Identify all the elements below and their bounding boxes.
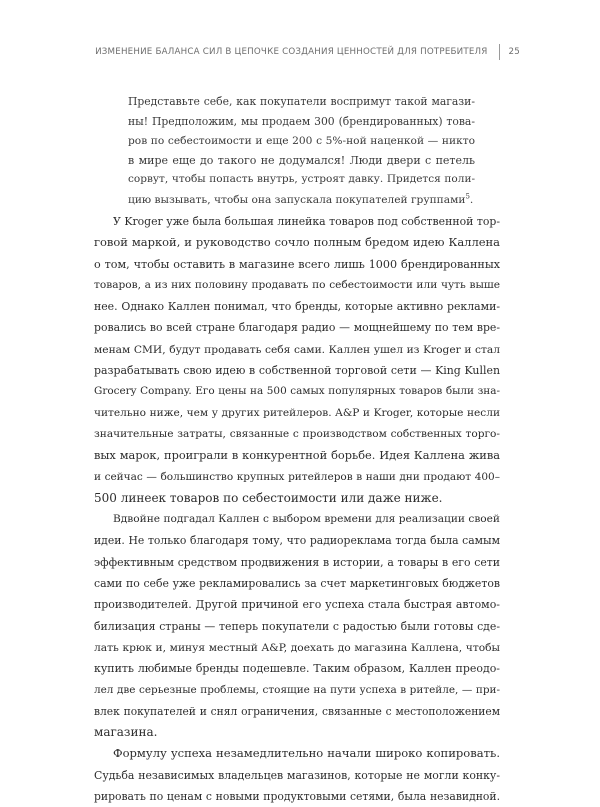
text-line: эффективным средством продвижения в истории, а товары в его сети: [94, 555, 500, 569]
text-line: вых марок, проиграли в конкурентной борьбе. Идея Каллена жива: [94, 448, 500, 463]
text-line: значительные затраты, связанные с производством собственных торго-: [94, 427, 500, 440]
paragraph-3: [94, 743, 500, 807]
quote-paragraph: [128, 92, 475, 210]
text-line: купить любимые бренды подешевле. Таким образом, Каллен преодо-: [94, 662, 500, 676]
header-divider: [499, 44, 500, 60]
page-number: 25: [508, 47, 520, 57]
text-line: менам СМИ, будут продавать себя сами. Каллен ушел из Kroger и стал: [94, 342, 500, 356]
text-line: магазина.: [94, 725, 158, 740]
text-line: производителей. Другой причиной его успеха стала быстрая автомо-: [94, 598, 500, 612]
text-line: Формулу успеха незамедлительно начали широко копировать.: [113, 746, 500, 761]
text-line: лать крюк и, минуя местный A&P, доехать до магазина Каллена, чтобы: [94, 640, 500, 654]
text-line: разрабатывать свою идею в собственной торговой сети — King Kullen: [94, 364, 500, 378]
text-line: нее. Однако Каллен понимал, что бренды, которые активно реклами-: [94, 300, 500, 314]
text-line: 500 линеек товаров по себестоимости или даже ниже.: [94, 490, 443, 505]
text-line: ровались во всей стране благодаря радио — мощнейшему по тем вре-: [94, 321, 500, 335]
quote-last-line: [128, 190, 475, 210]
text-line: и сейчас — большинство крупных ритейлеров в наши дни продают 400–: [94, 470, 500, 483]
paragraph-1: [94, 211, 500, 509]
quote-line: в мире еще до такого не додумался! Люди двери с петель: [128, 153, 475, 167]
body-text: [94, 211, 500, 807]
block-quote: [128, 92, 475, 210]
paragraph-2: [94, 509, 500, 743]
running-header: [95, 44, 520, 60]
text-line: Судьба независимых владельцев магазинов, которые не могли конку-: [94, 768, 500, 782]
text-line: сами по себе уже рекламировались за счет маркетинговых бюджетов: [94, 577, 500, 591]
quote-line: Представьте себе, как покупатели воспримут такой магази-: [128, 95, 475, 108]
quote-end-punct: .: [469, 192, 474, 206]
quote-line: ны! Предположим, мы продаем 300 (брендированных) това-: [128, 114, 475, 128]
text-line: лел две серьезные проблемы, стоящие на пути успеха в ритейле, — при-: [94, 683, 500, 696]
text-line: идеи. Не только благодаря тому, что радиореклама тогда была самым: [94, 534, 500, 548]
quote-line: сорвут, чтобы попасть внутрь, устроят давку. Придется поли-: [128, 173, 475, 186]
quote-line: цию вызывать, чтобы она запускала покупателей группами: [128, 192, 466, 206]
text-line: Grocery Company. Его цены на 500 самых популярных товаров были зна-: [94, 385, 500, 398]
text-line: говой маркой, и руководство сочло полным бредом идею Каллена: [94, 235, 500, 250]
footnote-marker: 5: [465, 192, 470, 201]
text-line: товаров, а из них половину продавать по себестоимости или чуть выше: [94, 278, 500, 291]
text-line: о том, чтобы оставить в магазине всего лишь 1000 брендированных: [94, 257, 500, 271]
text-line: рировать по ценам с новыми продуктовыми сетями, была незавидной.: [94, 790, 500, 804]
text-line: влек покупателей и снял ограничения, связанные с местоположением: [94, 704, 500, 718]
text-line: чительно ниже, чем у других ритейлеров. A&P и Kroger, которые несли: [94, 406, 500, 419]
text-line: У Kroger уже была большая линейка товаров под собственной тор-: [113, 215, 500, 228]
chapter-title: ИЗМЕНЕНИЕ БАЛАНСА СИЛ В ЦЕПОЧКЕ СОЗДАНИЯ ЦЕННОСТЕЙ ДЛЯ ПОТРЕБИТЕЛЯ: [95, 47, 488, 57]
quote-line: ров по себестоимости и еще 200 с 5%-ной наценкой — никто: [128, 134, 475, 148]
text-line: билизация страны — теперь покупатели с радостью были готовы сде-: [94, 619, 500, 633]
text-line: Вдвойне подгадал Каллен с выбором времени для реализации своей: [113, 513, 500, 526]
